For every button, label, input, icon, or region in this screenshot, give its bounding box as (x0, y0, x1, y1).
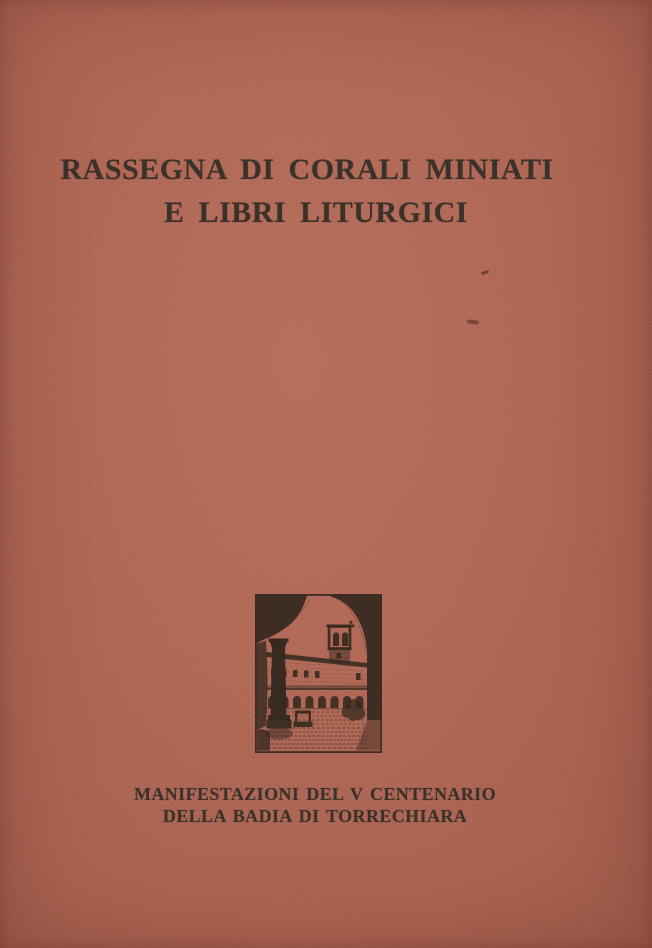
cloister-engraving-illustration (255, 594, 382, 753)
cover-title-line-1: RASSEGNA DI CORALI MINIATI (60, 153, 554, 186)
cloister-engraving-svg (255, 594, 382, 753)
bell-tower (327, 621, 355, 663)
cover-blemish-top (481, 270, 490, 275)
ground-shadow-left (257, 729, 270, 750)
left-wall-edge (257, 641, 268, 731)
cover-blemish-bottom (467, 319, 479, 324)
imprint-line-1: MANIFESTAZIONI DEL V CENTENARIO (134, 784, 496, 804)
cover-imprint (0, 783, 652, 827)
cover-title-line-2: E LIBRI LITURGICI (164, 196, 468, 229)
cover-title (0, 148, 652, 234)
imprint-line-2: DELLA BADIA DI TORRECHIARA (162, 806, 468, 826)
ground-shadow-right (356, 720, 380, 751)
